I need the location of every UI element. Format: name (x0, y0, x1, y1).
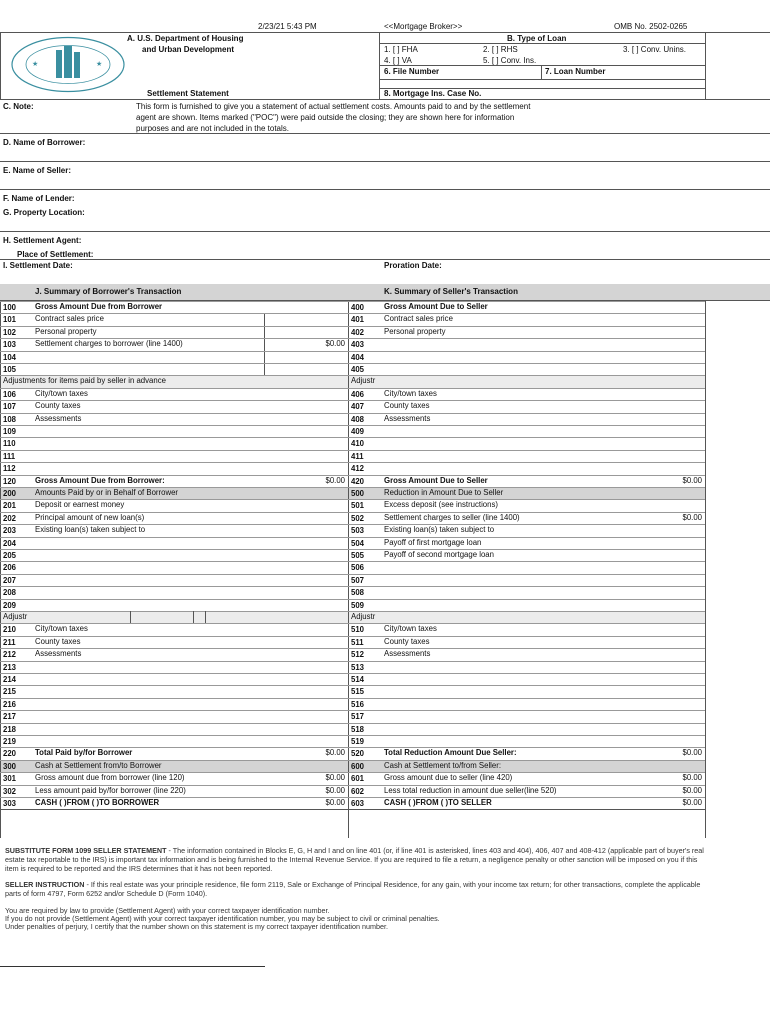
line-amount-empty[interactable] (265, 450, 345, 462)
line-number: 205 (3, 551, 17, 560)
seller-instruction-label: SELLER INSTRUCTION (5, 880, 85, 889)
line-number: 303 (3, 799, 17, 808)
line-number: 209 (3, 600, 17, 610)
form-title: Settlement Statement (147, 89, 229, 98)
line-amount-empty[interactable] (622, 351, 702, 363)
line-number: 200 (3, 489, 17, 498)
line-amount-empty[interactable] (622, 710, 702, 722)
line-description: Gross Amount Due to Seller (384, 302, 488, 311)
line-amount-empty[interactable] (265, 313, 345, 325)
line-amount-empty[interactable] (265, 499, 345, 511)
line-description: Settlement charges to borrower (line 1400) (35, 339, 183, 349)
line-number: 105 (3, 365, 17, 374)
line-number: 213 (3, 662, 17, 672)
line-amount[interactable]: $0.00 (325, 339, 345, 349)
line-description: County taxes (384, 636, 430, 646)
line-description: City/town taxes (35, 624, 88, 634)
line-amount-empty[interactable] (622, 326, 702, 338)
line-number: 219 (3, 737, 17, 746)
line-amount-empty[interactable] (265, 723, 345, 735)
seller-instruction (5, 880, 705, 898)
line-number: 120 (3, 476, 17, 486)
line-description: CASH ( )FROM ( )TO BORROWER (35, 798, 160, 807)
line-number: 603 (351, 799, 365, 808)
line-description: City/town taxes (384, 624, 437, 634)
note-line1: This form is furnished to give you a statement of actual settlement costs. Amounts paid to and by the settlement (136, 102, 531, 111)
line-number: 407 (351, 402, 365, 412)
rhs-checkbox[interactable]: 2. [ ] RHS (483, 45, 518, 54)
line-description: Less amount paid by/for borrower (line 220) (35, 785, 186, 795)
line-amount[interactable]: $0.00 (325, 798, 345, 807)
line-amount-empty[interactable] (622, 388, 702, 400)
loan-number-label: 7. Loan Number (545, 67, 606, 76)
line-number: 103 (3, 340, 17, 350)
tin-requirement-2: If you do not provide (Settlement Agent) with your correct taxpayer identification number, you may be subject to civil or criminal penalties. (5, 914, 440, 923)
line-number: 402 (351, 327, 365, 337)
line-amount-empty[interactable] (265, 363, 345, 375)
line-number: 520 (351, 749, 365, 759)
line-amount-empty[interactable] (622, 425, 702, 437)
line-description: Contract sales price (384, 314, 453, 324)
line-number: 505 (351, 551, 365, 560)
line-amount-empty[interactable] (265, 351, 345, 363)
line-description: Assessments (384, 649, 431, 659)
line-number: 519 (351, 737, 365, 746)
dept-line1: A. U.S. Department of Housing (127, 34, 244, 43)
line-number: 409 (351, 427, 365, 436)
line-description: Excess deposit (see instructions) (384, 500, 498, 510)
substitute-form-label: SUBSTITUTE FORM 1099 SELLER STATEMENT (5, 846, 167, 855)
line-amount-empty[interactable] (622, 561, 702, 573)
line-number: 500 (351, 489, 365, 498)
print-timestamp: 2/23/21 5:43 PM (258, 22, 317, 31)
line-number: 104 (3, 352, 17, 362)
seller-name-field[interactable]: E. Name of Seller: (3, 166, 72, 175)
line-number: 217 (3, 712, 17, 722)
line-description: Existing loan(s) taken subject to (35, 525, 146, 535)
line-amount-empty[interactable] (265, 561, 345, 573)
line-number: 302 (3, 786, 17, 796)
line-description: County taxes (35, 636, 81, 646)
line-amount[interactable]: $0.00 (682, 512, 702, 522)
line-number: 220 (3, 749, 17, 759)
line-amount-empty[interactable] (622, 661, 702, 673)
line-description: Contract sales price (35, 314, 104, 324)
conv-unins-checkbox[interactable]: 3. [ ] Conv. Unins. (623, 45, 686, 54)
fha-checkbox[interactable]: 1. [ ] FHA (384, 45, 418, 54)
row-separator (348, 375, 705, 376)
line-amount-empty[interactable] (265, 710, 345, 722)
line-description: Payoff of second mortgage loan (384, 550, 494, 559)
line-description: Cash at Settlement from/to Borrower (35, 760, 162, 770)
line-amount-empty[interactable] (622, 673, 702, 685)
hud-seal-logo (10, 36, 126, 93)
line-amount-empty[interactable] (265, 698, 345, 710)
line-amount-empty[interactable] (622, 549, 702, 561)
line-number: 400 (351, 303, 365, 312)
line-number: 212 (3, 650, 17, 660)
line-number: 202 (3, 513, 17, 523)
line-amount-empty[interactable] (622, 524, 702, 536)
tin-requirement-1: You are required by law to provide (Settlement Agent) with your correct taxpayer identification number. (5, 906, 330, 915)
line-amount-empty[interactable] (265, 537, 345, 549)
line-amount-empty[interactable] (622, 499, 702, 511)
line-description: City/town taxes (35, 388, 88, 398)
line-number: 508 (351, 588, 365, 598)
line-number: 517 (351, 712, 365, 722)
line-number: 216 (3, 699, 17, 709)
line-number: 207 (3, 575, 17, 585)
mortgage-ins-label: 8. Mortgage Ins. Case No. (384, 89, 482, 98)
line-description: Existing loan(s) taken subject to (384, 525, 495, 535)
line-number: 112 (3, 464, 16, 474)
line-number: 514 (351, 675, 365, 684)
line-number: 420 (351, 476, 365, 486)
line-number: 100 (3, 303, 17, 312)
line-description: Settlement charges to seller (line 1400) (384, 512, 520, 522)
line-amount-empty[interactable] (265, 388, 345, 400)
proration-date-field[interactable]: Proration Date: (384, 261, 442, 270)
line-number: 503 (351, 526, 365, 536)
line-description: Gross Amount Due to Seller (384, 475, 488, 485)
line-number: 203 (3, 526, 17, 536)
line-description: Cash at Settlement to/from Seller: (384, 760, 502, 770)
line-number: 411 (351, 451, 364, 461)
line-amount[interactable]: $0.00 (682, 798, 702, 807)
line-number: 208 (3, 588, 17, 598)
adjust-box-divider (130, 611, 131, 623)
line-number: 408 (351, 414, 365, 424)
line-description: County taxes (384, 401, 430, 411)
line-amount-empty[interactable] (265, 437, 345, 449)
line-amount-empty[interactable] (622, 685, 702, 697)
line-amount-empty[interactable] (265, 413, 345, 425)
adjustments-bg (349, 611, 705, 623)
line-number: 218 (3, 724, 17, 734)
line-description: Assessments (384, 413, 431, 423)
line-description: Total Reduction Amount Due Seller: (384, 748, 517, 758)
line-amount-empty[interactable] (265, 623, 345, 635)
line-description: Less total reduction in amount due seller(line 520) (384, 785, 557, 795)
line-number: 106 (3, 389, 17, 399)
line-description: Principal amount of new loan(s) (35, 512, 145, 522)
line-description: Gross Amount Due from Borrower (35, 302, 163, 311)
line-description: Personal property (35, 326, 97, 336)
line-number: 301 (3, 774, 17, 784)
line-description: Deposit or earnest money (35, 500, 125, 510)
line-amount-empty[interactable] (265, 599, 345, 611)
note-line2: agent are shown. Items marked ("POC") were paid outside the closing; they are shown here for information (136, 113, 515, 122)
line-description: Adjustr (351, 376, 376, 386)
va-checkbox[interactable]: 4. [ ] VA (384, 56, 412, 65)
borrower-summary-title: J. Summary of Borrower's Transaction (35, 287, 182, 296)
file-number-label: 6. File Number (384, 67, 440, 76)
line-amount-empty[interactable] (622, 586, 702, 598)
line-amount-empty[interactable] (265, 685, 345, 697)
dept-line2: and Urban Development (142, 45, 235, 54)
line-number: 502 (351, 513, 365, 523)
line-number: 602 (351, 786, 365, 796)
line-number: 406 (351, 389, 365, 399)
line-description: Reduction in Amount Due to Seller (384, 488, 504, 497)
line-amount-empty[interactable] (265, 400, 345, 412)
line-number: 201 (3, 501, 17, 511)
line-number: 102 (3, 327, 17, 337)
line-number: 107 (3, 402, 17, 412)
line-amount-empty[interactable] (622, 636, 702, 648)
line-number: 512 (351, 650, 365, 660)
line-number: 600 (351, 761, 365, 771)
adjust-box-divider (193, 611, 194, 623)
line-amount[interactable]: $0.00 (682, 475, 702, 485)
line-amount-empty[interactable] (265, 636, 345, 648)
substitute-form-notice (5, 846, 705, 873)
line-description: County taxes (35, 401, 81, 411)
line-number: 404 (351, 352, 365, 362)
line-amount[interactable]: $0.00 (682, 748, 702, 758)
line-number: 506 (351, 563, 365, 573)
line-description: CASH ( )FROM ( )TO SELLER (384, 798, 492, 807)
line-amount[interactable]: $0.00 (325, 748, 345, 758)
line-number: 403 (351, 340, 365, 350)
line-description: Total Paid by/for Borrower (35, 748, 133, 758)
line-number: 504 (351, 538, 365, 548)
line-number: 110 (3, 439, 16, 449)
lender-name-field[interactable]: F. Name of Lender: (3, 194, 75, 203)
omb-number: OMB No. 2502-0265 (614, 22, 688, 31)
line-amount-empty[interactable] (622, 437, 702, 449)
line-number: 111 (3, 451, 16, 461)
line-amount-empty[interactable] (622, 723, 702, 735)
line-amount-empty[interactable] (265, 524, 345, 536)
line-number: 515 (351, 687, 365, 697)
line-number: 601 (351, 774, 365, 784)
line-description: Amounts Paid by or in Behalf of Borrower (35, 488, 179, 497)
line-amount-empty[interactable] (622, 413, 702, 425)
line-number: 206 (3, 563, 17, 573)
line-amount-empty[interactable] (622, 462, 702, 474)
line-number: 214 (3, 675, 17, 684)
line-amount[interactable]: $0.00 (682, 785, 702, 795)
line-amount-empty[interactable] (265, 462, 345, 474)
line-number: 109 (3, 427, 17, 436)
line-amount-empty[interactable] (622, 400, 702, 412)
line-description: Personal property (384, 326, 446, 336)
line-amount-empty[interactable] (265, 574, 345, 586)
seller-summary-title: K. Summary of Seller's Transaction (384, 287, 518, 296)
line-number: 516 (351, 699, 365, 709)
line-amount-empty[interactable] (622, 698, 702, 710)
line-amount-empty[interactable] (622, 450, 702, 462)
line-number: 511 (351, 637, 364, 647)
svg-text:★: ★ (96, 60, 103, 68)
line-number: 204 (3, 538, 17, 548)
line-amount-empty[interactable] (622, 313, 702, 325)
line-description: Assessments (35, 649, 82, 659)
line-number: 513 (351, 662, 365, 672)
line-amount-empty[interactable] (265, 586, 345, 598)
line-amount[interactable]: $0.00 (682, 773, 702, 783)
line-amount-empty[interactable] (622, 537, 702, 549)
signature-line[interactable] (0, 966, 265, 967)
property-location-field[interactable]: G. Property Location: (3, 208, 85, 217)
place-of-settlement-field[interactable]: Place of Settlement: (17, 250, 94, 259)
line-description: Adjustr (3, 612, 28, 621)
line-description: Adjustments for items paid by seller in advance (3, 376, 166, 386)
line-description: Gross amount due from borrower (line 120) (35, 773, 185, 783)
line-number: 215 (3, 687, 17, 697)
note-line3: purposes and are not included in the totals. (136, 124, 289, 133)
loan-type-title: B. Type of Loan (507, 34, 567, 43)
line-number: 300 (3, 761, 17, 771)
settlement-date-field[interactable]: I. Settlement Date: (3, 261, 73, 270)
line-number: 518 (351, 724, 365, 734)
line-number: 501 (351, 501, 365, 511)
substitute-form-text: - The information contained in Blocks E, G, H and I and on line 401 (or, if line 401 is asterisked, lines 403 and 404), 406, 407 and 408-412 (applicable part of buyer's real estate tax reportable to the IRS) is important tax information and is being furnished to the Internal Revenue Service. If you are required to file a return, a negligence penalty or other sanction will be imposed on you if this item is required to be reported and the IRS determines that it has not been reported. (5, 846, 704, 873)
line-amount-empty[interactable] (622, 623, 702, 635)
line-amount-empty[interactable] (265, 648, 345, 660)
line-amount-empty[interactable] (265, 661, 345, 673)
line-amount-empty[interactable] (622, 599, 702, 611)
tin-certification: Under penalties of perjury, I certify that the number shown on this statement is my correct taxpayer identification number. (5, 922, 388, 931)
line-number: 509 (351, 600, 365, 610)
line-number: 405 (351, 365, 365, 374)
line-amount-empty[interactable] (265, 326, 345, 338)
line-description: Assessments (35, 413, 82, 423)
svg-text:★: ★ (32, 60, 39, 68)
line-number: 210 (3, 625, 17, 635)
adjust-box-divider (205, 611, 206, 623)
row-separator (348, 611, 705, 612)
line-amount-empty[interactable] (622, 363, 702, 375)
line-amount[interactable]: $0.00 (325, 773, 345, 783)
line-amount-empty[interactable] (265, 735, 345, 747)
settlement-agent-field[interactable]: H. Settlement Agent: (3, 236, 82, 245)
line-amount-empty[interactable] (265, 549, 345, 561)
adjustments-bg (1, 611, 348, 623)
line-amount-empty[interactable] (265, 673, 345, 685)
line-amount-empty[interactable] (622, 338, 702, 350)
line-number: 211 (3, 637, 16, 647)
line-number: 410 (351, 439, 365, 449)
line-amount[interactable]: $0.00 (325, 785, 345, 795)
line-number: 412 (351, 464, 365, 474)
line-description: Payoff of first mortgage loan (384, 537, 482, 547)
line-number: 108 (3, 414, 17, 424)
line-amount-empty[interactable] (622, 574, 702, 586)
line-description: Adjustr (351, 612, 376, 621)
table-bottom-border (0, 809, 706, 810)
row-separator (0, 611, 348, 612)
line-description: Gross Amount Due from Borrower: (35, 475, 165, 485)
line-amount-empty[interactable] (265, 512, 345, 524)
line-amount-empty[interactable] (265, 425, 345, 437)
seller-instruction-text: - If this real estate was your principle residence, file form 2119, Sale or Exchange of Principal Residence, for any gain, with your income tax return; for other transactions, complete the applicable parts of form 4797, Form 6252 and/or Schedule D (Form 1040). (5, 880, 701, 898)
adjustments-bg (349, 375, 705, 387)
line-amount-empty[interactable] (622, 301, 702, 313)
broker-name: <<Mortgage Broker>> (384, 22, 463, 31)
note-label: C. Note: (3, 102, 34, 111)
line-number: 401 (351, 315, 365, 325)
line-amount[interactable]: $0.00 (325, 475, 345, 485)
line-amount-empty[interactable] (622, 735, 702, 747)
borrower-name-field[interactable]: D. Name of Borrower: (3, 138, 86, 147)
line-number: 510 (351, 625, 365, 635)
line-number: 507 (351, 575, 365, 585)
line-description: City/town taxes (384, 388, 437, 398)
line-description: Gross amount due to seller (line 420) (384, 773, 513, 783)
conv-ins-checkbox[interactable]: 5. [ ] Conv. Ins. (483, 56, 537, 65)
line-number: 101 (3, 315, 17, 325)
line-amount-empty[interactable] (265, 301, 345, 313)
table-right-border (705, 300, 706, 838)
line-amount-empty[interactable] (622, 648, 702, 660)
